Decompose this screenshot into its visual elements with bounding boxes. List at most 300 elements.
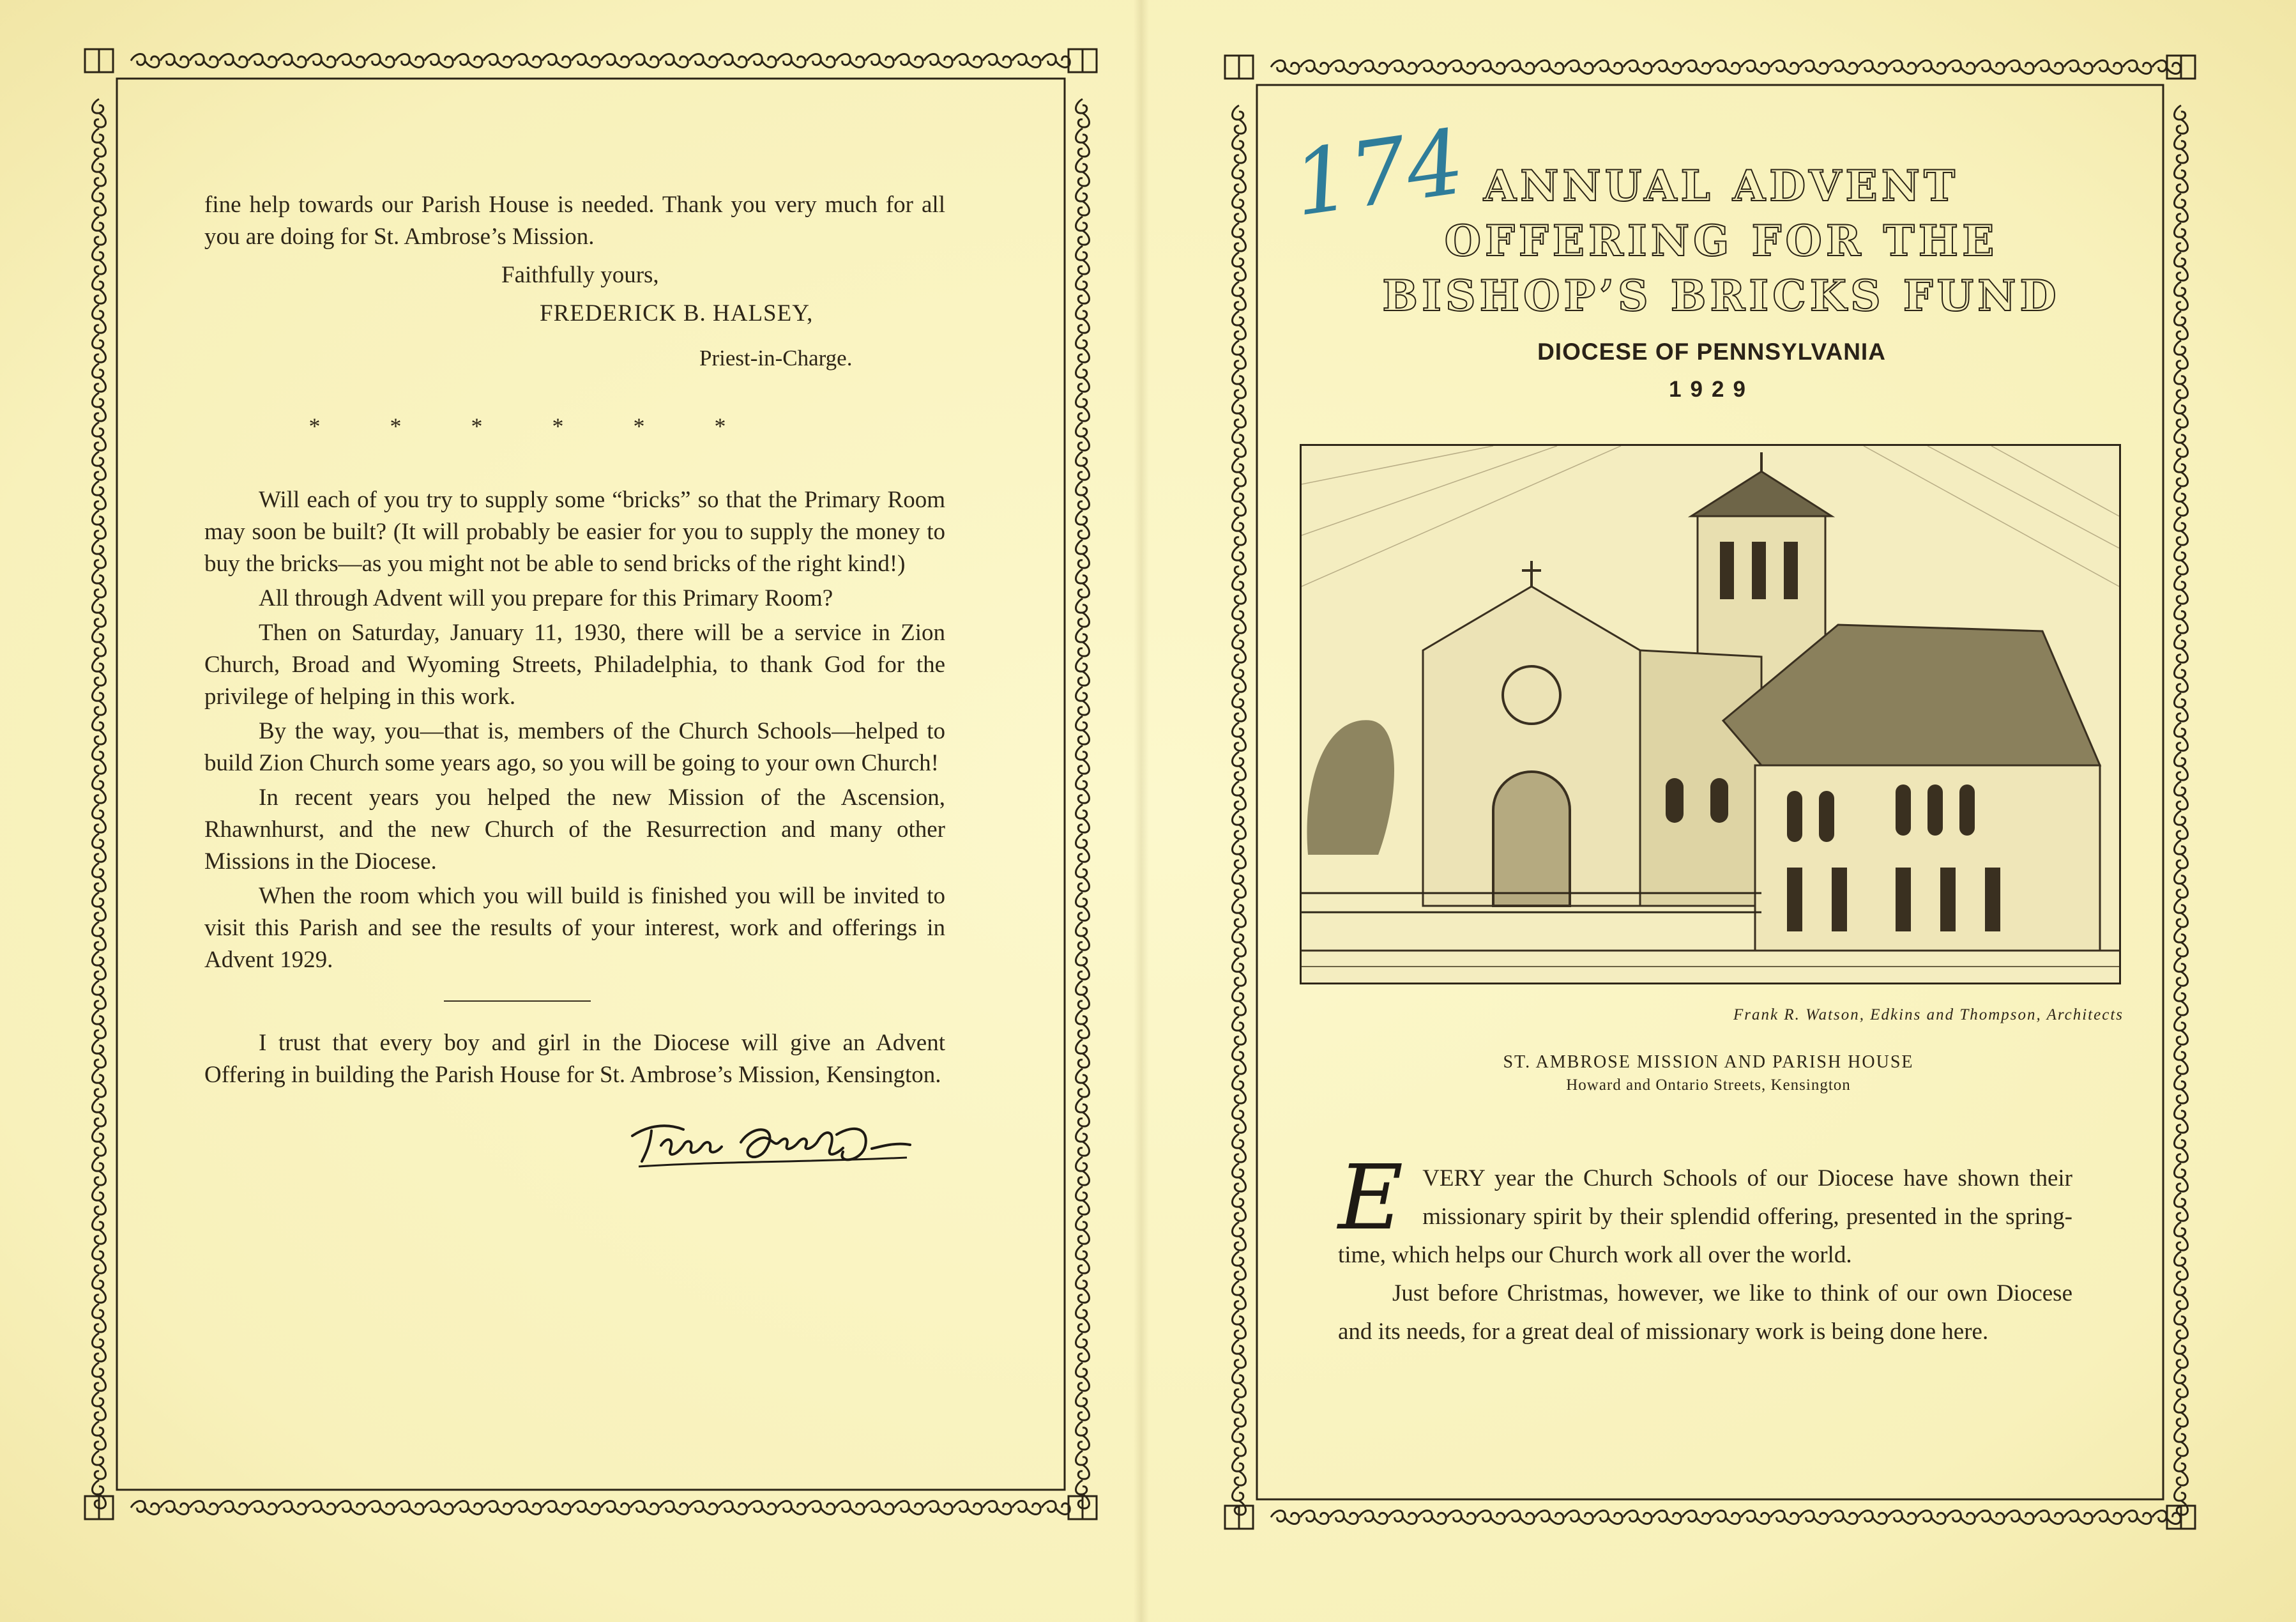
scroll-motif <box>1076 1216 1090 1244</box>
scroll-motif <box>1829 1511 1857 1524</box>
scroll-motif <box>1233 634 1246 662</box>
scroll-motif <box>2094 61 2122 74</box>
handwritten-number: 174 <box>1286 110 1471 237</box>
scroll-motif <box>1233 781 1246 809</box>
scroll-motif <box>601 54 629 68</box>
scroll-motif <box>483 1501 512 1515</box>
scroll-motif <box>1076 158 1090 186</box>
scroll-motif <box>93 834 106 862</box>
scroll-motif <box>131 1501 159 1515</box>
scroll-motif <box>93 510 106 539</box>
scroll-motif <box>1233 928 1246 956</box>
scroll-motif <box>425 1501 453 1515</box>
scroll-motif <box>1076 834 1090 862</box>
scroll-motif <box>93 1157 106 1185</box>
scroll-motif <box>513 54 541 68</box>
separator-stars: * * * * * * <box>308 413 758 439</box>
scroll-motif <box>454 54 482 68</box>
scroll-motif <box>2175 1105 2188 1133</box>
scroll-motif <box>1233 752 1246 780</box>
scroll-motif <box>93 746 106 774</box>
scroll-motif <box>93 716 106 744</box>
scroll-motif <box>1388 61 1417 74</box>
scroll-motif <box>307 1501 335 1515</box>
scroll-motif <box>718 1501 747 1515</box>
scroll-motif <box>2064 61 2092 74</box>
scroll-motif <box>1076 246 1090 274</box>
scroll-motif <box>160 54 188 68</box>
scroll-motif <box>93 1069 106 1097</box>
scroll-motif <box>1233 311 1246 339</box>
church-illustration <box>1300 444 2121 984</box>
scroll-motif <box>2175 987 2188 1015</box>
scroll-motif <box>1076 510 1090 539</box>
scroll-motif <box>1076 363 1090 392</box>
title-block <box>1328 158 2114 323</box>
scroll-motif <box>93 1098 106 1126</box>
scroll-motif <box>1076 305 1090 333</box>
scroll-motif <box>1233 252 1246 280</box>
scroll-motif <box>1233 723 1246 751</box>
scroll-motif <box>1076 1098 1090 1126</box>
scroll-motif <box>1233 605 1246 633</box>
scroll-motif <box>777 54 805 68</box>
scroll-motif <box>93 363 106 392</box>
scroll-motif <box>1565 1511 1593 1524</box>
scroll-motif <box>2035 1511 2063 1524</box>
scroll-motif <box>219 54 247 68</box>
scroll-motif <box>1330 61 1358 74</box>
scroll-motif <box>2175 1134 2188 1162</box>
scroll-motif <box>954 54 982 68</box>
scroll-motif <box>93 481 106 509</box>
scroll-motif <box>2175 811 2188 839</box>
intro-block <box>1338 1146 2072 1351</box>
scroll-motif <box>1042 54 1070 68</box>
scroll-motif <box>2094 1511 2122 1524</box>
paragraph-advent-prepare: All through Advent will you prepare for this Primary Room? <box>259 585 833 611</box>
scroll-motif <box>278 1501 306 1515</box>
scroll-motif <box>1859 1511 1887 1524</box>
scroll-motif <box>2175 664 2188 692</box>
scroll-motif <box>93 128 106 157</box>
scroll-motif <box>1233 223 1246 251</box>
scroll-motif <box>2175 899 2188 927</box>
scroll-motif <box>1076 1010 1090 1038</box>
scroll-motif <box>2175 1163 2188 1191</box>
scroll-motif <box>1233 1016 1246 1044</box>
scroll-motif <box>1233 194 1246 222</box>
scroll-motif <box>2005 1511 2034 1524</box>
scroll-motif <box>1233 1428 1246 1456</box>
scroll-motif <box>1770 61 1798 74</box>
scroll-motif <box>2064 1511 2092 1524</box>
scroll-motif <box>1233 1457 1246 1485</box>
scroll-motif <box>1076 217 1090 245</box>
scroll-motif <box>1800 61 1828 74</box>
scroll-motif <box>983 54 1011 68</box>
scroll-motif <box>93 804 106 832</box>
scroll-motif <box>630 54 658 68</box>
picture-caption: ST. AMBROSE MISSION AND PARISH HOUSE <box>1503 1052 1914 1072</box>
scroll-motif <box>2175 1398 2188 1427</box>
scroll-motif <box>190 1501 218 1515</box>
scroll-motif <box>93 275 106 303</box>
scroll-motif <box>1233 546 1246 574</box>
scroll-motif <box>2175 605 2188 633</box>
scroll-motif <box>2175 311 2188 339</box>
scroll-motif <box>2175 164 2188 192</box>
scroll-motif <box>93 1216 106 1244</box>
scroll-motif <box>1233 1046 1246 1074</box>
scroll-motif <box>2175 1281 2188 1309</box>
scroll-motif <box>1535 61 1563 74</box>
diocese-heading: DIOCESE OF PENNSYLVANIA <box>1537 339 1886 365</box>
scroll-motif <box>1076 657 1090 685</box>
scroll-motif <box>1271 61 1299 74</box>
scroll-motif <box>2175 1369 2188 1397</box>
scroll-motif <box>1233 429 1246 457</box>
scroll-motif <box>1076 1451 1090 1479</box>
scroll-motif <box>1233 987 1246 1015</box>
scroll-motif <box>1076 422 1090 450</box>
picture-subcaption: Howard and Ontario Streets, Kensington <box>1566 1076 1851 1094</box>
scroll-motif <box>1800 1511 1828 1524</box>
paragraph-bricks: Will each of you try to supply some “bricks” so that the Primary Room may soon be built? (It will probably be easier for you to supply the money to buy the bricks—as you might not be able to send bricks of the right kind!) <box>204 487 945 577</box>
scroll-motif <box>1233 840 1246 868</box>
title-line-1: ANNUAL ADVENT <box>1483 161 1959 211</box>
scroll-motif <box>983 1501 1011 1515</box>
scroll-motif <box>93 1039 106 1067</box>
scroll-motif <box>630 1501 658 1515</box>
scroll-motif <box>93 657 106 685</box>
scroll-motif <box>2175 487 2188 516</box>
divider-rule <box>444 1000 591 1002</box>
scroll-motif <box>1594 1511 1622 1524</box>
scroll-motif <box>1233 869 1246 898</box>
body-paragraphs <box>204 484 945 976</box>
scroll-motif <box>366 1501 394 1515</box>
scroll-motif <box>1947 1511 1975 1524</box>
scroll-motif <box>1076 275 1090 303</box>
scroll-motif <box>1565 61 1593 74</box>
scroll-motif <box>2175 1457 2188 1485</box>
scroll-motif <box>1233 399 1246 427</box>
scroll-motif <box>2175 1046 2188 1074</box>
scroll-motif <box>777 1501 805 1515</box>
scroll-motif <box>1076 775 1090 803</box>
scroll-motif <box>1076 1039 1090 1067</box>
scroll-motif <box>865 54 893 68</box>
center-fold <box>1134 0 1149 1622</box>
scroll-motif <box>1653 1511 1681 1524</box>
scroll-motif <box>1859 61 1887 74</box>
scroll-motif <box>1076 452 1090 480</box>
scroll-motif <box>2175 1193 2188 1221</box>
scroll-motif <box>2175 752 2188 780</box>
left-page <box>204 189 945 1174</box>
scroll-motif <box>337 1501 365 1515</box>
scroll-motif <box>131 54 159 68</box>
scroll-motif <box>93 569 106 597</box>
scroll-motif <box>93 393 106 421</box>
scroll-motif <box>1418 61 1446 74</box>
scroll-motif <box>1012 54 1040 68</box>
scroll-motif <box>219 1501 247 1515</box>
scroll-motif <box>93 775 106 803</box>
scroll-motif <box>1447 61 1475 74</box>
architects-caption: Frank R. Watson, Edkins and Thompson, Architects <box>1733 1006 2124 1023</box>
scroll-motif <box>1076 1128 1090 1156</box>
scroll-motif <box>2123 61 2151 74</box>
scroll-motif <box>1594 61 1622 74</box>
scroll-motif <box>1682 61 1710 74</box>
scroll-motif <box>337 54 365 68</box>
scroll-motif <box>425 54 453 68</box>
scroll-motif <box>1233 487 1246 516</box>
scroll-motif <box>93 1363 106 1391</box>
scroll-motif <box>2175 399 2188 427</box>
scroll-motif <box>542 1501 570 1515</box>
scroll-motif <box>93 1245 106 1273</box>
scroll-motif <box>1076 1186 1090 1214</box>
scroll-motif <box>1477 1511 1505 1524</box>
scroll-motif <box>1976 61 2004 74</box>
scroll-motif <box>1076 99 1090 127</box>
scroll-motif <box>1076 1304 1090 1332</box>
letter-closing-text: fine help towards our Parish House is needed. Thank you very much for all you are doing for St. Ambrose’s Mission. <box>204 192 945 250</box>
scroll-motif <box>1623 61 1652 74</box>
scroll-motif <box>93 628 106 656</box>
scroll-motif <box>1076 569 1090 597</box>
scroll-motif <box>1233 1075 1246 1103</box>
scroll-motif <box>1330 1511 1358 1524</box>
scroll-motif <box>748 1501 776 1515</box>
scroll-motif <box>1829 61 1857 74</box>
scroll-motif <box>1076 804 1090 832</box>
scroll-motif <box>395 1501 423 1515</box>
scroll-motif <box>689 1501 717 1515</box>
scroll-motif <box>1712 61 1740 74</box>
signature-scribble <box>626 1117 920 1174</box>
scroll-motif <box>1076 334 1090 362</box>
scroll-motif <box>2175 429 2188 457</box>
scroll-motif <box>1076 1363 1090 1391</box>
scroll-motif <box>1076 922 1090 950</box>
scroll-motif <box>1076 1421 1090 1450</box>
scroll-motif <box>1233 1398 1246 1427</box>
paragraph-visit: When the room which you will build is finished you will be invited to visit this Parish and see the results of your interest, work and offerings in Advent 1929. <box>204 883 945 973</box>
scroll-motif <box>660 1501 688 1515</box>
scroll-motif <box>93 422 106 450</box>
scroll-motif <box>483 54 512 68</box>
scroll-motif <box>1888 1511 1916 1524</box>
scroll-motif <box>93 158 106 186</box>
scroll-motif <box>1300 61 1328 74</box>
scroll-motif <box>93 863 106 891</box>
scroll-motif <box>93 246 106 274</box>
scroll-motif <box>160 1501 188 1515</box>
scroll-motif <box>1233 1281 1246 1309</box>
scroll-motif <box>1418 1511 1446 1524</box>
scroll-motif <box>1233 517 1246 545</box>
scroll-motif <box>1076 951 1090 979</box>
scroll-motif <box>1653 61 1681 74</box>
scroll-motif <box>93 1010 106 1038</box>
scroll-motif <box>93 599 106 627</box>
scroll-motif <box>1233 664 1246 692</box>
scroll-motif <box>93 951 106 979</box>
final-paragraph: I trust that every boy and girl in the Diocese will give an Advent Offering in building the Parish House for St. Ambrose’s Mission, Kensington. <box>204 1030 945 1088</box>
scroll-motif <box>93 1421 106 1450</box>
scroll-motif <box>1076 1245 1090 1273</box>
scroll-motif <box>572 54 600 68</box>
scroll-motif <box>1233 1134 1246 1162</box>
scroll-motif <box>1076 687 1090 715</box>
scroll-motif <box>248 54 277 68</box>
scroll-motif <box>1233 1163 1246 1191</box>
scroll-motif <box>2175 135 2188 163</box>
scroll-motif <box>1076 746 1090 774</box>
scroll-motif <box>1233 458 1246 486</box>
scroll-motif <box>1233 1369 1246 1397</box>
scroll-motif <box>807 1501 835 1515</box>
scroll-motif <box>93 922 106 950</box>
scroll-motif <box>93 1186 106 1214</box>
scroll-motif <box>718 54 747 68</box>
scroll-motif <box>1233 811 1246 839</box>
scroll-motif <box>1976 1511 2004 1524</box>
title-line-2: OFFERING FOR THE <box>1444 216 1998 266</box>
scroll-motif <box>1233 899 1246 927</box>
scroll-motif <box>2175 1310 2188 1338</box>
scroll-motif <box>1359 61 1387 74</box>
scroll-motif <box>1770 1511 1798 1524</box>
scroll-motif <box>2175 1428 2188 1456</box>
scroll-motif <box>1712 1511 1740 1524</box>
scroll-motif <box>2175 282 2188 310</box>
scroll-motif <box>93 1274 106 1303</box>
scroll-motif <box>1076 1392 1090 1420</box>
scroll-motif <box>190 54 218 68</box>
scroll-motif <box>1076 599 1090 627</box>
scroll-motif <box>807 54 835 68</box>
title-line-3: BISHOP’S BRICKS FUND <box>1382 271 2060 321</box>
scroll-motif <box>2175 1075 2188 1103</box>
scroll-motif <box>924 1501 952 1515</box>
scroll-motif <box>836 54 864 68</box>
scroll-motif <box>1233 1310 1246 1338</box>
scroll-motif <box>1042 1501 1070 1515</box>
scroll-motif <box>1271 1511 1299 1524</box>
scroll-motif <box>660 54 688 68</box>
scroll-motif <box>1535 1511 1563 1524</box>
scroll-motif <box>2175 958 2188 986</box>
scroll-motif <box>2175 723 2188 751</box>
scroll-motif <box>1233 340 1246 369</box>
scroll-motif <box>1076 393 1090 421</box>
scroll-motif <box>1233 958 1246 986</box>
scroll-motif <box>395 54 423 68</box>
scroll-motif <box>1233 1340 1246 1368</box>
scroll-motif <box>1233 1251 1246 1280</box>
scroll-motif <box>1741 1511 1769 1524</box>
drop-cap: E <box>1338 1146 1404 1250</box>
scroll-motif <box>1506 61 1534 74</box>
scroll-motif <box>513 1501 541 1515</box>
scroll-motif <box>2175 105 2188 134</box>
scroll-motif <box>248 1501 277 1515</box>
scroll-motif <box>1359 1511 1387 1524</box>
scroll-motif <box>748 54 776 68</box>
scroll-motif <box>93 1451 106 1479</box>
scroll-motif <box>278 54 306 68</box>
scroll-motif <box>2175 340 2188 369</box>
scroll-motif <box>1477 61 1505 74</box>
scroll-motif <box>2175 223 2188 251</box>
paragraph-missions: In recent years you helped the new Mission of the Ascension, Rhawnhurst, and the new Church of the Resurrection and many other Missions in the Diocese. <box>204 784 945 875</box>
scroll-motif <box>366 54 394 68</box>
scroll-motif <box>1623 1511 1652 1524</box>
scroll-motif <box>2175 370 2188 398</box>
scroll-motif <box>1388 1511 1417 1524</box>
intro-paragraph: VERY year the Church Schools of our Diocese have shown their missionary spirit by their splendid offering, presented in the spring-time, which helps our Church work all over the world. <box>1338 1165 2072 1268</box>
scroll-motif <box>2035 61 2063 74</box>
scroll-motif <box>2175 781 2188 809</box>
scroll-motif <box>93 334 106 362</box>
scroll-motif <box>2175 1222 2188 1250</box>
scroll-motif <box>93 452 106 480</box>
scroll-motif <box>1012 1501 1040 1515</box>
scroll-motif <box>2175 517 2188 545</box>
scroll-motif <box>2175 634 2188 662</box>
scroll-motif <box>1076 481 1090 509</box>
scroll-motif <box>2175 252 2188 280</box>
scroll-motif <box>1233 576 1246 604</box>
scroll-motif <box>2175 693 2188 721</box>
signer-name: FREDERICK B. HALSEY, <box>540 300 814 326</box>
scroll-motif <box>2175 576 2188 604</box>
paragraph-service: Then on Saturday, January 11, 1930, there will be a service in Zion Church, Broad and Wyoming Streets, Philadelphia, to thank God for the privilege of helping in this work. <box>204 620 945 710</box>
scroll-motif <box>689 54 717 68</box>
paragraph-zion-church: By the way, you—that is, members of the Church Schools—helped to build Zion Church some years ago, so you will be going to your own Church! <box>204 718 945 776</box>
scroll-motif <box>93 1333 106 1361</box>
scroll-motif <box>93 217 106 245</box>
scroll-motif <box>93 1304 106 1332</box>
scroll-motif <box>1888 61 1916 74</box>
scroll-motif <box>1076 128 1090 157</box>
scroll-motif <box>2175 1340 2188 1368</box>
scroll-motif <box>1917 1511 1945 1524</box>
scroll-motif <box>2175 546 2188 574</box>
scroll-motif <box>2005 61 2034 74</box>
signer-title: Priest-in-Charge. <box>699 346 853 371</box>
scroll-motif <box>865 1501 893 1515</box>
scroll-motif <box>1076 1069 1090 1097</box>
scroll-motif <box>2175 1251 2188 1280</box>
scroll-motif <box>1506 1511 1534 1524</box>
scroll-motif <box>1076 1157 1090 1185</box>
scroll-motif <box>93 305 106 333</box>
scroll-motif <box>1233 370 1246 398</box>
scroll-motif <box>1076 628 1090 656</box>
scroll-motif <box>93 1128 106 1156</box>
scroll-motif <box>601 1501 629 1515</box>
scroll-motif <box>836 1501 864 1515</box>
scroll-motif <box>572 1501 600 1515</box>
scroll-motif <box>2175 194 2188 222</box>
scroll-motif <box>93 187 106 215</box>
